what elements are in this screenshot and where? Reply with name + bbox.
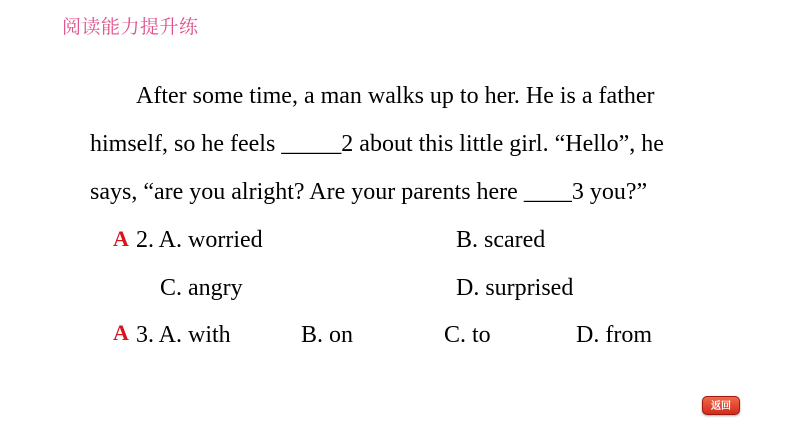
page-title: 阅读能力提升练 [62, 16, 199, 38]
question-2-answer: A [113, 226, 129, 251]
question-3-option-c: C. to [444, 322, 491, 348]
question-2-option-d: D. surprised [456, 275, 574, 301]
question-3-option-b: B. on [301, 322, 354, 348]
question-3-option-d: D. from [576, 322, 652, 348]
question-2-option-a: 2. A. worried [136, 227, 263, 253]
passage-line-1: After some time, a man walks up to her. He is a father [136, 83, 655, 109]
question-2-option-b: B. scared [456, 227, 546, 253]
passage-line-2: himself, so he feels _____2 about this little girl. “Hello”, he [90, 131, 664, 157]
passage-line-3: says, “are you alright? Are your parents here ____3 you?” [90, 179, 648, 205]
question-3-answer: A [113, 320, 129, 345]
question-3-option-a: 3. A. with [136, 322, 231, 348]
question-2-option-c: C. angry [160, 275, 243, 301]
return-button[interactable]: 返回 [702, 396, 740, 415]
